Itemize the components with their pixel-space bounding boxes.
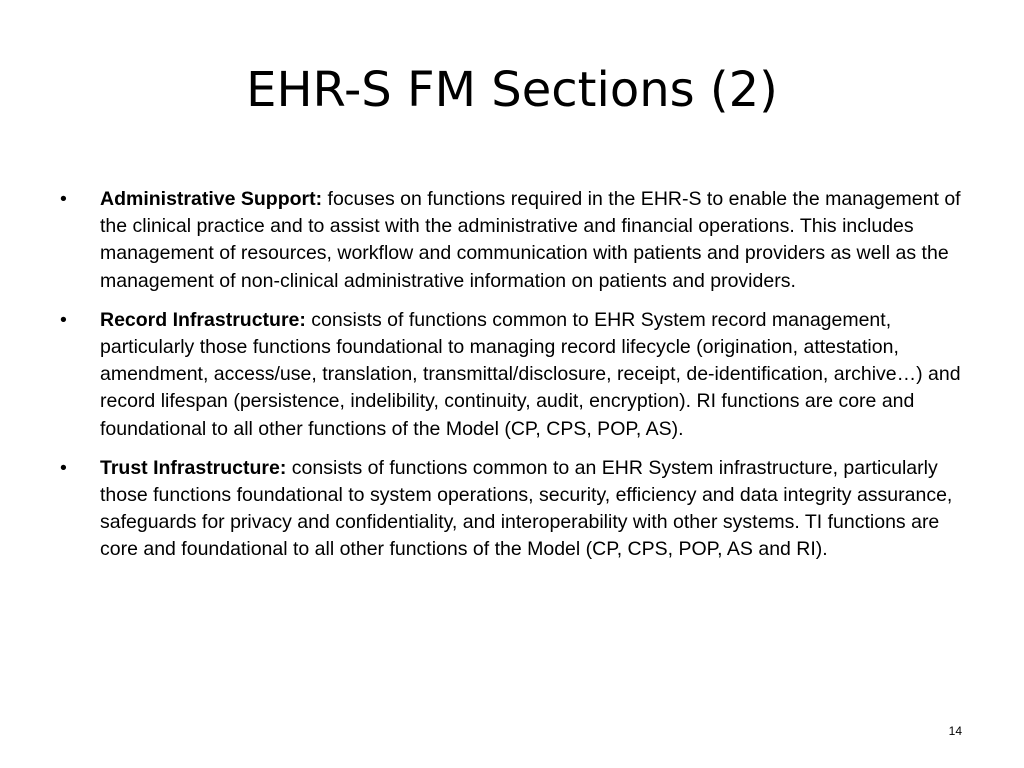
bullet-icon: • xyxy=(60,308,67,331)
bullet-text: focuses on functions required in the EHR-S to enable the management of the clinical practice and to assist with the administrative and financial operations. This includes management of resources, workflow and communication with patients and providers as well as the management of non-clinical administrative information on patients and providers. xyxy=(100,188,961,292)
bullet-item-record-infrastructure xyxy=(58,307,968,443)
bullet-term: Record Infrastructure: xyxy=(100,308,306,331)
slide-title: EHR-S FM Sections (2) xyxy=(246,62,778,118)
bullet-list xyxy=(58,186,968,576)
bullet-icon: • xyxy=(60,188,67,210)
bullet-text: consists of functions common to an EHR System infrastructure, particularly those functions foundational to system operations, security, efficiency and data integrity assurance, safeguards for privacy and confidentiality, and interoperability with other systems. TI functions are core and foundational to all other functions of the Model (CP, CPS, POP, AS and RI). xyxy=(100,456,953,561)
bullet-text: consists of functions common to EHR System record management, particularly those functions foundational to managing record lifecycle (origination, attestation, amendment, access/use, translation, transmittal/disclosure, receipt, de-identification, archive…) and record lifespan (persistence, indelibility, continuity, audit, encryption). RI functions are core and foundational to all other functions of the Model (CP, CPS, POP, AS). xyxy=(100,308,961,440)
bullet-term: Trust Infrastructure: xyxy=(100,456,287,479)
bullet-icon: • xyxy=(60,456,67,479)
bullet-term: Administrative Support: xyxy=(100,188,323,210)
page-number: 14 xyxy=(948,724,962,738)
bullet-item-administrative-support xyxy=(58,186,968,295)
bullet-item-trust-infrastructure xyxy=(58,455,968,564)
